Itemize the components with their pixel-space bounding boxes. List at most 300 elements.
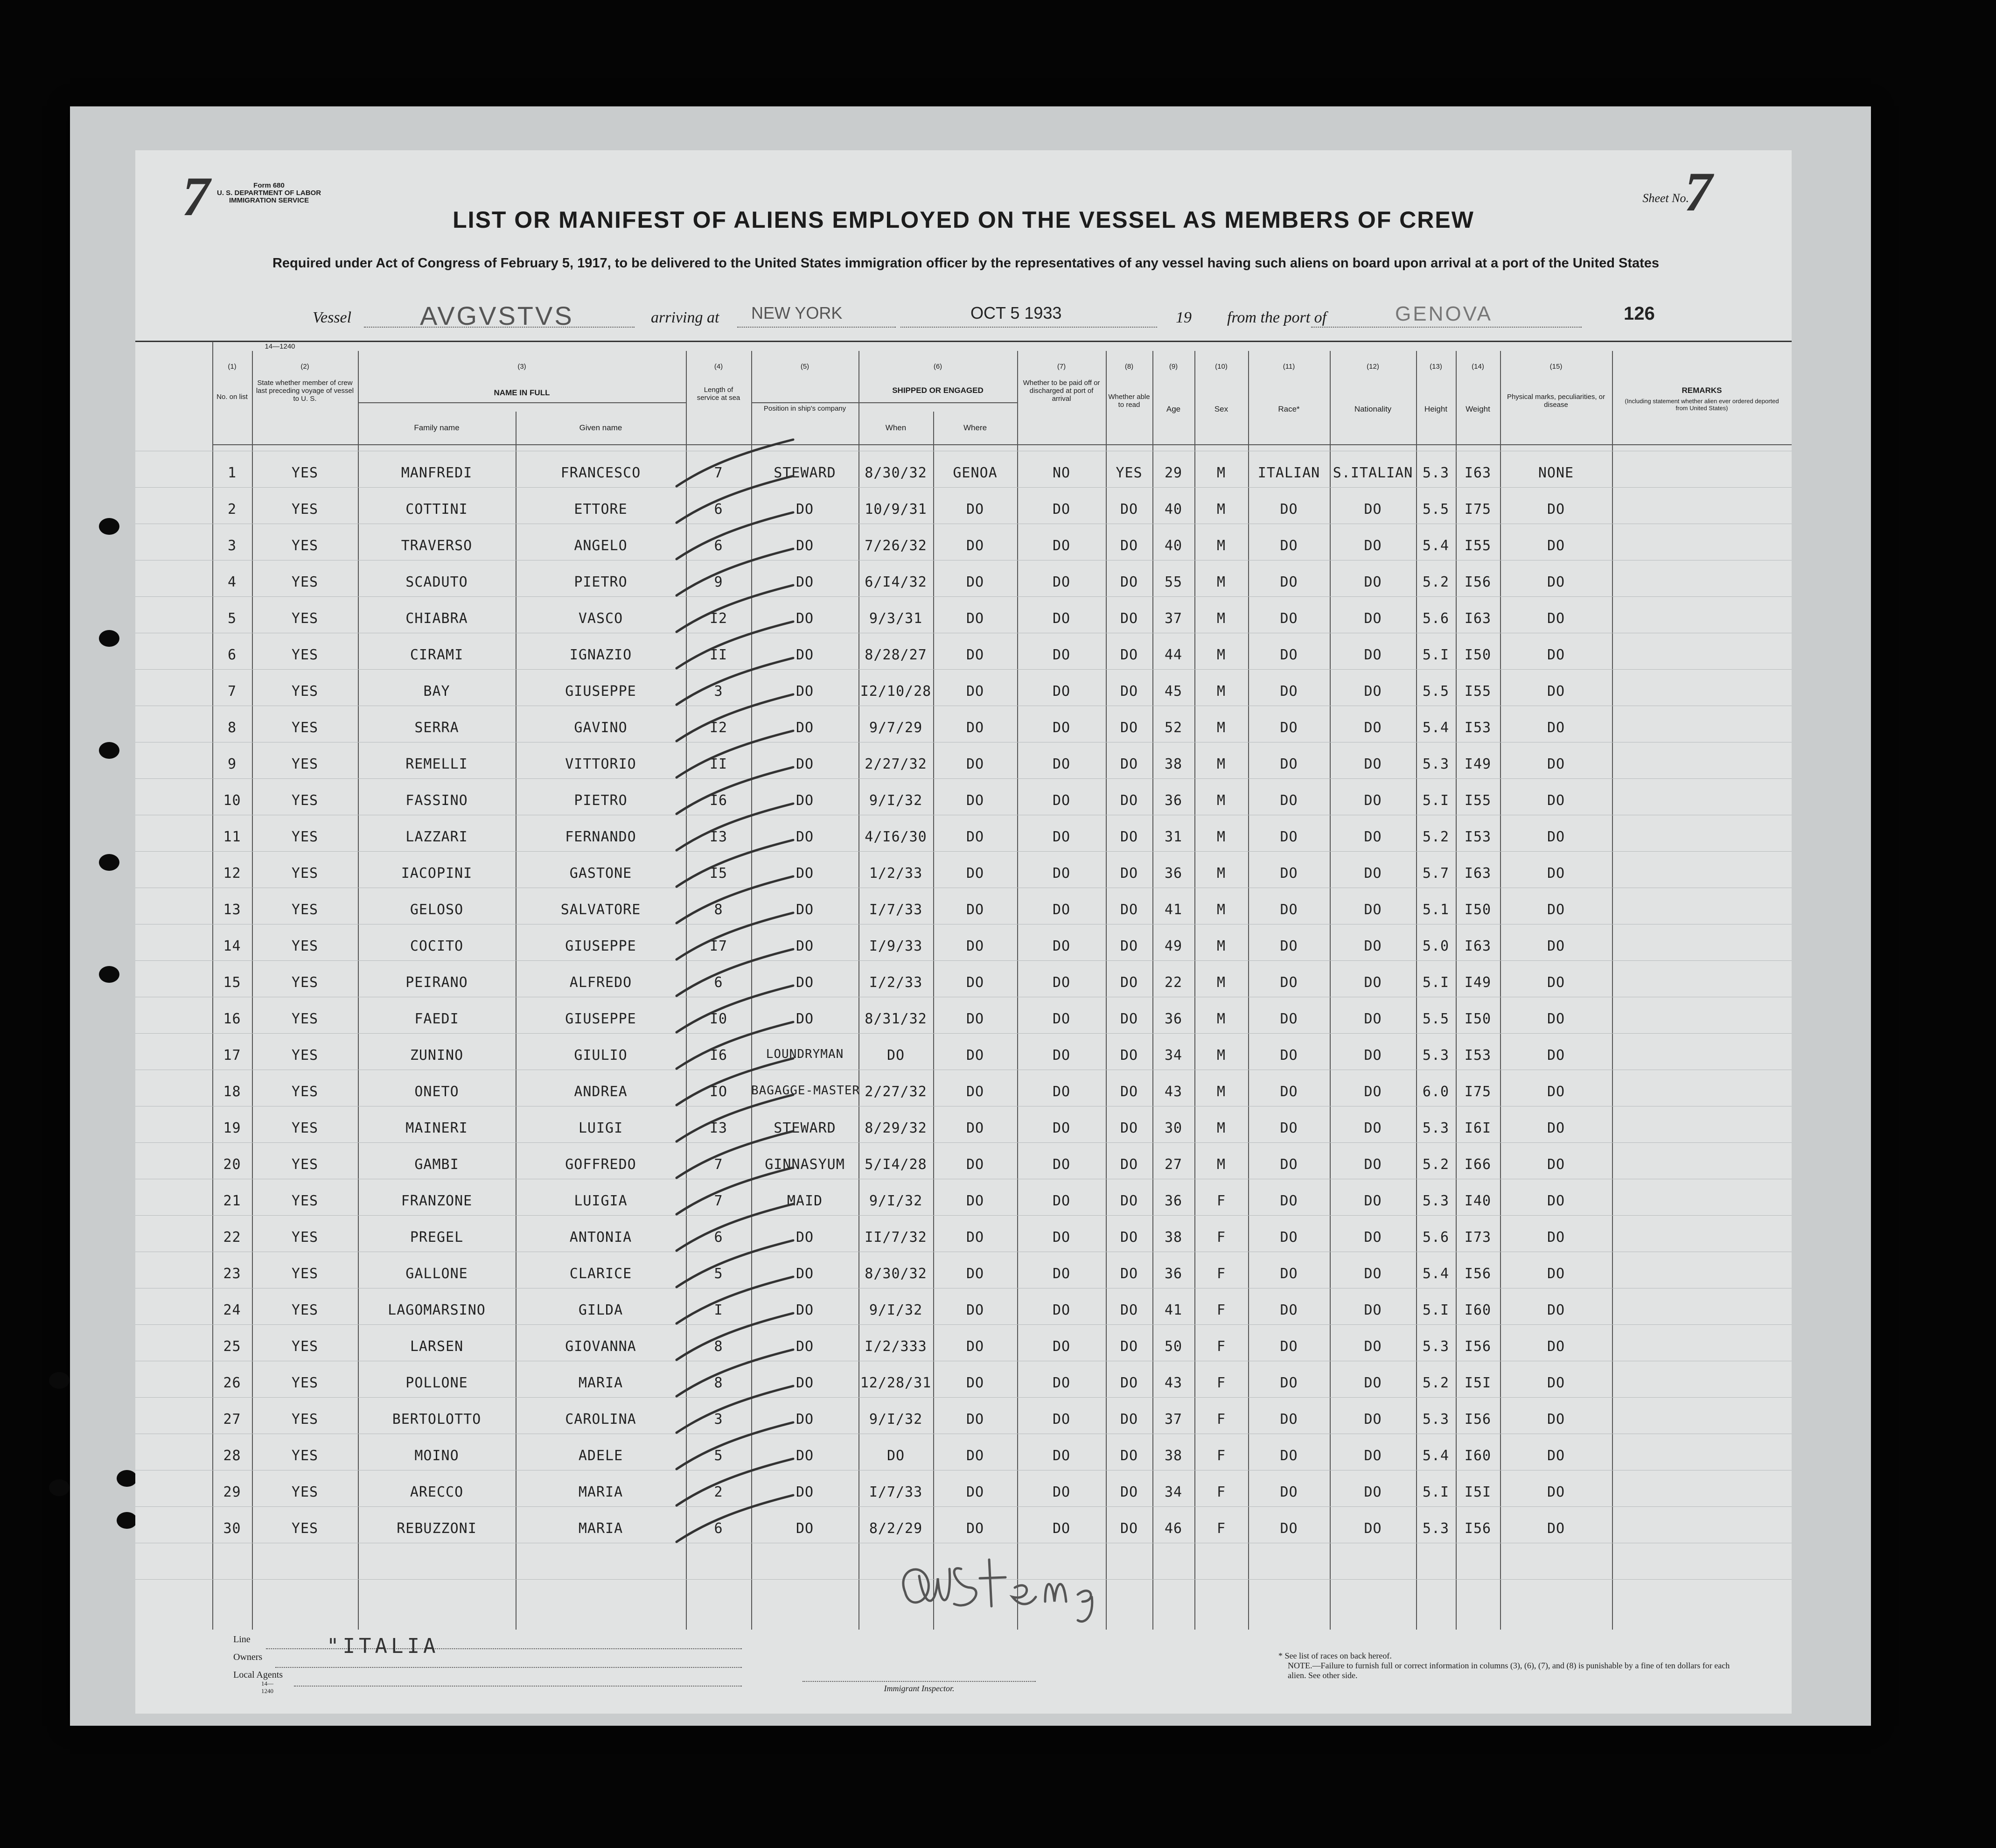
cell-service-length: I — [714, 1302, 723, 1318]
cell-service-length: I2 — [709, 720, 728, 736]
form-code-small: 14—1240 — [265, 343, 295, 350]
cell-able-to-read: DO — [1120, 610, 1138, 627]
cell-physical-marks: DO — [1547, 1411, 1565, 1428]
cell-race: DO — [1280, 1156, 1298, 1173]
cell-race: DO — [1280, 538, 1298, 554]
cell-sex: M — [1216, 1120, 1226, 1136]
cell-position: BAGAGGE-MASTER — [751, 1084, 860, 1098]
cell-shipped-when: I/2/333 — [865, 1338, 927, 1355]
cell-service-length: I3 — [709, 1120, 728, 1136]
cell-prev-voyage: YES — [291, 501, 319, 518]
cell-no: 4 — [227, 574, 237, 590]
cell-family-name: LAZZARI — [405, 829, 468, 845]
cell-shipped-when: II/7/32 — [865, 1229, 927, 1246]
cell-family-name: CIRAMI — [410, 647, 464, 663]
cell-race: DO — [1280, 501, 1298, 518]
table-row — [135, 963, 1792, 1000]
cell-prev-voyage: YES — [291, 829, 319, 845]
table-row — [135, 1218, 1792, 1254]
col4-number: (4) — [714, 363, 723, 371]
cell-family-name: SCADUTO — [405, 574, 468, 590]
cell-prev-voyage: YES — [291, 1520, 319, 1537]
cell-able-to-read: DO — [1120, 1156, 1138, 1173]
cell-service-length: 9 — [714, 574, 723, 590]
cell-nationality: DO — [1364, 1084, 1382, 1100]
line-stamp: "ITALIA — [327, 1634, 440, 1658]
cell-race: DO — [1280, 720, 1298, 736]
cell-family-name: MAINERI — [405, 1120, 468, 1136]
cell-shipped-when: 9/I/32 — [869, 1302, 923, 1318]
cell-prev-voyage: YES — [291, 1193, 319, 1209]
cell-weight: I53 — [1464, 1047, 1492, 1064]
cell-family-name: REBUZZONI — [397, 1520, 477, 1537]
cell-height: 5.I — [1422, 1302, 1450, 1318]
cell-family-name: POLLONE — [405, 1375, 468, 1391]
check-stroke — [667, 1491, 807, 1547]
cell-shipped-where: DO — [966, 501, 984, 518]
cell-age: 36 — [1164, 1193, 1183, 1209]
cell-race: DO — [1280, 756, 1298, 772]
cell-nationality: DO — [1364, 756, 1382, 772]
cell-paid-off: DO — [1052, 829, 1071, 845]
cell-shipped-when: I/2/33 — [869, 974, 923, 991]
table-row — [135, 1000, 1792, 1036]
name-header-rule — [358, 402, 686, 403]
cell-position: DO — [796, 756, 814, 772]
cell-weight: I55 — [1464, 538, 1492, 554]
cell-position: STEWARD — [774, 465, 836, 481]
cell-race: DO — [1280, 829, 1298, 845]
cell-age: 29 — [1164, 465, 1183, 481]
cell-sex: F — [1216, 1338, 1226, 1355]
cell-paid-off: DO — [1052, 720, 1071, 736]
cell-given-name: LUIGI — [578, 1120, 623, 1136]
cell-shipped-where: DO — [966, 683, 984, 700]
remarks-subheader: (Including statement whether alien ever ordered deported from United States) — [1625, 398, 1779, 412]
table-row — [135, 1036, 1792, 1072]
cell-physical-marks: DO — [1547, 1520, 1565, 1537]
cell-family-name: GALLONE — [405, 1266, 468, 1282]
cell-height: 5.5 — [1422, 683, 1450, 700]
cell-service-length: 7 — [714, 465, 723, 481]
table-row — [135, 636, 1792, 672]
cell-service-length: 8 — [714, 1375, 723, 1391]
cell-shipped-when: DO — [886, 1047, 905, 1064]
cell-paid-off: DO — [1052, 1411, 1071, 1428]
cell-no: 14 — [223, 938, 241, 954]
cell-sex: M — [1216, 1011, 1226, 1027]
cell-family-name: BERTOLOTTO — [392, 1411, 482, 1428]
table-row — [135, 1109, 1792, 1145]
cell-physical-marks: DO — [1547, 1156, 1565, 1173]
cell-shipped-where: DO — [966, 610, 984, 627]
cell-race: DO — [1280, 1338, 1298, 1355]
cell-sex: M — [1216, 683, 1226, 700]
cell-nationality: DO — [1364, 974, 1382, 991]
cell-shipped-where: DO — [966, 1338, 984, 1355]
cell-race: DO — [1280, 1120, 1298, 1136]
cell-given-name: MARIA — [578, 1375, 623, 1391]
cell-age: 36 — [1164, 792, 1183, 809]
table-row — [135, 781, 1792, 818]
table-row — [135, 454, 1792, 490]
cell-weight: I75 — [1464, 1084, 1492, 1100]
cell-weight: I49 — [1464, 974, 1492, 991]
cell-shipped-where: DO — [966, 1193, 984, 1209]
cell-given-name: LUIGIA — [574, 1193, 628, 1209]
cell-nationality: DO — [1364, 720, 1382, 736]
table-row — [135, 1436, 1792, 1473]
cell-no: 5 — [227, 610, 237, 627]
cell-given-name: ALFREDO — [569, 974, 632, 991]
cell-given-name: CLARICE — [569, 1266, 632, 1282]
table-row — [135, 1182, 1792, 1218]
cell-able-to-read: DO — [1120, 1047, 1138, 1064]
cell-physical-marks: DO — [1547, 1448, 1565, 1464]
cell-physical-marks: DO — [1547, 792, 1565, 809]
cell-shipped-when: I2/10/28 — [860, 683, 932, 700]
cell-physical-marks: DO — [1547, 1229, 1565, 1246]
cell-family-name: REMELLI — [405, 756, 468, 772]
cell-shipped-where: DO — [966, 1011, 984, 1027]
cell-able-to-read: DO — [1120, 501, 1138, 518]
cell-physical-marks: DO — [1547, 902, 1565, 918]
cell-race: DO — [1280, 1448, 1298, 1464]
cell-age: 41 — [1164, 1302, 1183, 1318]
cell-prev-voyage: YES — [291, 1448, 319, 1464]
manifest-sheet — [135, 150, 1792, 1714]
cell-prev-voyage: YES — [291, 865, 319, 882]
cell-age: 34 — [1164, 1047, 1183, 1064]
cell-no: 3 — [227, 538, 237, 554]
cell-prev-voyage: YES — [291, 756, 319, 772]
cell-shipped-when: I/7/33 — [869, 1484, 923, 1500]
cell-prev-voyage: YES — [291, 1229, 319, 1246]
cell-nationality: DO — [1364, 683, 1382, 700]
owners-label: Owners — [233, 1652, 263, 1662]
cell-physical-marks: DO — [1547, 1266, 1565, 1282]
cell-sex: F — [1216, 1229, 1226, 1246]
cell-shipped-where: DO — [966, 1156, 984, 1173]
arrival-date-stamp: OCT 5 1933 — [970, 303, 1062, 322]
cell-shipped-when: 10/9/31 — [865, 501, 927, 518]
cell-no: 22 — [223, 1229, 241, 1246]
cell-given-name: GAVINO — [574, 720, 628, 736]
cell-physical-marks: NONE — [1538, 465, 1574, 481]
cell-prev-voyage: YES — [291, 938, 319, 954]
cell-prev-voyage: YES — [291, 1266, 319, 1282]
cell-physical-marks: DO — [1547, 1302, 1565, 1318]
col10-number: (10) — [1215, 363, 1228, 371]
cell-given-name: GIULIO — [574, 1047, 628, 1064]
cell-shipped-where: DO — [966, 1229, 984, 1246]
cell-height: 5.6 — [1422, 1229, 1450, 1246]
col6-number: (6) — [933, 363, 942, 371]
col12-header: Nationality — [1354, 405, 1392, 413]
cell-service-length: 7 — [714, 1193, 723, 1209]
cell-family-name: GAMBI — [414, 1156, 459, 1173]
agents-label: Local Agents — [233, 1670, 283, 1680]
cell-age: 41 — [1164, 902, 1183, 918]
table-row — [135, 1509, 1792, 1546]
cell-paid-off: DO — [1052, 1229, 1071, 1246]
cell-position: DO — [796, 1266, 814, 1282]
cell-age: 40 — [1164, 538, 1183, 554]
cell-age: 43 — [1164, 1084, 1183, 1100]
table-row — [135, 708, 1792, 745]
form-identifier — [217, 182, 321, 204]
cell-weight: I63 — [1464, 465, 1492, 481]
page-title: LIST OR MANIFEST OF ALIENS EMPLOYED ON THE VESSEL AS MEMBERS OF CREW — [453, 207, 1474, 233]
cell-race: DO — [1280, 902, 1298, 918]
form-department: U. S. DEPARTMENT OF LABOR — [217, 189, 321, 197]
cell-shipped-where: DO — [966, 1484, 984, 1500]
cell-shipped-when: 9/7/29 — [869, 720, 923, 736]
table-row — [135, 818, 1792, 854]
cell-paid-off: DO — [1052, 938, 1071, 954]
table-row — [135, 599, 1792, 636]
cell-shipped-where: DO — [966, 1120, 984, 1136]
cell-weight: I56 — [1464, 1411, 1492, 1428]
cell-position: DO — [796, 902, 814, 918]
cell-prev-voyage: YES — [291, 610, 319, 627]
cell-service-length: 8 — [714, 1338, 723, 1355]
cell-nationality: DO — [1364, 865, 1382, 882]
cell-shipped-when: 8/30/32 — [865, 1266, 927, 1282]
cell-family-name: CHIABRA — [405, 610, 468, 627]
shipped-header-rule — [751, 402, 1017, 403]
cell-paid-off: DO — [1052, 1266, 1071, 1282]
cell-physical-marks: DO — [1547, 756, 1565, 772]
cell-race: DO — [1280, 610, 1298, 627]
cell-shipped-where: DO — [966, 1520, 984, 1537]
cell-sex: F — [1216, 1302, 1226, 1318]
table-row — [135, 526, 1792, 563]
cell-race: DO — [1280, 1266, 1298, 1282]
cell-paid-off: DO — [1052, 1084, 1071, 1100]
cell-service-length: 6 — [714, 538, 723, 554]
cell-prev-voyage: YES — [291, 1484, 319, 1500]
col1-header: No. on list — [216, 393, 248, 401]
cell-physical-marks: DO — [1547, 538, 1565, 554]
cell-given-name: MARIA — [578, 1520, 623, 1537]
cell-shipped-where: DO — [966, 1302, 984, 1318]
cell-height: 5.3 — [1422, 1338, 1450, 1355]
cell-position: DO — [796, 1448, 814, 1464]
when-header: When — [885, 423, 907, 432]
cell-position: DO — [796, 829, 814, 845]
table-row — [135, 1072, 1792, 1109]
cell-race: DO — [1280, 1229, 1298, 1246]
cell-no: 29 — [223, 1484, 241, 1500]
cell-family-name: GELOSO — [410, 902, 464, 918]
cell-given-name: PIETRO — [574, 574, 628, 590]
cell-age: 38 — [1164, 1448, 1183, 1464]
cell-paid-off: DO — [1052, 1520, 1071, 1537]
table-row — [135, 563, 1792, 599]
cell-given-name: MARIA — [578, 1484, 623, 1500]
cell-physical-marks: DO — [1547, 1011, 1565, 1027]
cell-able-to-read: DO — [1120, 1302, 1138, 1318]
cell-prev-voyage: YES — [291, 1411, 319, 1428]
cell-service-length: 3 — [714, 683, 723, 700]
cell-able-to-read: DO — [1120, 647, 1138, 663]
cell-sex: M — [1216, 647, 1226, 663]
cell-sex: M — [1216, 574, 1226, 590]
cell-paid-off: DO — [1052, 1375, 1071, 1391]
cell-paid-off: DO — [1052, 1448, 1071, 1464]
cell-no: 27 — [223, 1411, 241, 1428]
cell-prev-voyage: YES — [291, 792, 319, 809]
cell-age: 46 — [1164, 1520, 1183, 1537]
col2-number: (2) — [300, 363, 309, 371]
cell-height: 5.3 — [1422, 1120, 1450, 1136]
cell-sex: M — [1216, 792, 1226, 809]
cell-able-to-read: DO — [1120, 1338, 1138, 1355]
cell-position: DO — [796, 1229, 814, 1246]
cell-given-name: IGNAZIO — [569, 647, 632, 663]
cell-sex: M — [1216, 610, 1226, 627]
cell-able-to-read: DO — [1120, 1120, 1138, 1136]
cell-physical-marks: DO — [1547, 610, 1565, 627]
col15-number: (15) — [1549, 363, 1563, 371]
cell-height: 5.6 — [1422, 610, 1450, 627]
col13-header: Height — [1424, 405, 1448, 413]
cell-given-name: CAROLINA — [565, 1411, 636, 1428]
cell-shipped-where: DO — [966, 538, 984, 554]
col9-number: (9) — [1169, 363, 1178, 371]
cell-no: 15 — [223, 974, 241, 991]
cell-race: DO — [1280, 974, 1298, 991]
agents-underline — [294, 1686, 742, 1687]
cell-age: 36 — [1164, 1011, 1183, 1027]
cell-prev-voyage: YES — [291, 902, 319, 918]
cell-sex: M — [1216, 756, 1226, 772]
cell-able-to-read: DO — [1120, 974, 1138, 991]
cell-race: DO — [1280, 1084, 1298, 1100]
cell-sex: M — [1216, 938, 1226, 954]
cell-able-to-read: DO — [1120, 1229, 1138, 1246]
form-number: Form 680 — [253, 182, 285, 189]
col13-number: (13) — [1430, 363, 1442, 371]
cell-nationality: DO — [1364, 1266, 1382, 1282]
cell-paid-off: DO — [1052, 610, 1071, 627]
cell-service-length: 6 — [714, 501, 723, 518]
cell-height: 5.I — [1422, 974, 1450, 991]
cell-height: 5.3 — [1422, 1047, 1450, 1064]
cell-able-to-read: DO — [1120, 1193, 1138, 1209]
col11-header: Race* — [1278, 405, 1300, 413]
cell-shipped-when: I/9/33 — [869, 938, 923, 954]
arriving-port: NEW YORK — [751, 303, 843, 322]
cell-position: DO — [796, 1411, 814, 1428]
cell-no: 2 — [227, 501, 237, 518]
cell-weight: I50 — [1464, 1011, 1492, 1027]
table-row — [135, 1473, 1792, 1509]
cell-height: 5.3 — [1422, 1520, 1450, 1537]
vessel-label: Vessel — [313, 309, 352, 326]
cell-age: 43 — [1164, 1375, 1183, 1391]
cell-height: 5.0 — [1422, 938, 1450, 954]
cell-height: 5.3 — [1422, 465, 1450, 481]
col9-header: Age — [1166, 405, 1181, 413]
cell-given-name: GIOVANNA — [565, 1338, 636, 1355]
header-top-rule — [135, 341, 1792, 342]
footnotes — [1278, 1651, 1745, 1680]
cell-position: DO — [796, 1302, 814, 1318]
arriving-label: arriving at — [651, 309, 719, 326]
cell-age: 37 — [1164, 610, 1183, 627]
cell-prev-voyage: YES — [291, 974, 319, 991]
cell-family-name: IACOPINI — [401, 865, 473, 882]
cell-weight: I56 — [1464, 1266, 1492, 1282]
cell-shipped-where: DO — [966, 974, 984, 991]
cell-shipped-when: 8/30/32 — [865, 465, 927, 481]
cell-no: 11 — [223, 829, 241, 845]
cell-prev-voyage: YES — [291, 465, 319, 481]
cell-nationality: S.ITALIAN — [1333, 465, 1413, 481]
cell-family-name: PEIRANO — [405, 974, 468, 991]
cell-able-to-read: DO — [1120, 574, 1138, 590]
cell-nationality: DO — [1364, 1302, 1382, 1318]
cell-shipped-where: DO — [966, 1411, 984, 1428]
cell-shipped-when: 6/I4/32 — [865, 574, 927, 590]
cell-shipped-where: DO — [966, 756, 984, 772]
cell-age: 37 — [1164, 1411, 1183, 1428]
cell-able-to-read: DO — [1120, 792, 1138, 809]
cell-given-name: ETTORE — [574, 501, 628, 518]
cell-nationality: DO — [1364, 1520, 1382, 1537]
family-name-header: Family name — [414, 423, 460, 432]
footnote-races: * See list of races on back hereof. — [1278, 1651, 1392, 1660]
cell-shipped-when: 7/26/32 — [865, 538, 927, 554]
cell-nationality: DO — [1364, 1411, 1382, 1428]
cell-race: DO — [1280, 1520, 1298, 1537]
cell-sex: M — [1216, 1047, 1226, 1064]
cell-shipped-where: DO — [966, 792, 984, 809]
cell-no: 13 — [223, 902, 241, 918]
cell-race: DO — [1280, 792, 1298, 809]
table-row — [135, 1400, 1792, 1436]
col5-header: Position in ship's company — [763, 405, 846, 413]
cell-nationality: DO — [1364, 647, 1382, 663]
cell-weight: I75 — [1464, 501, 1492, 518]
cell-no: 17 — [223, 1047, 241, 1064]
cell-service-length: 7 — [714, 1156, 723, 1173]
agents-code: 14—1240 — [261, 1680, 273, 1694]
col1-number: (1) — [228, 363, 237, 371]
cell-weight: I56 — [1464, 1520, 1492, 1537]
cell-race: DO — [1280, 1484, 1298, 1500]
header-bottom-rule — [212, 444, 1792, 445]
table-row — [135, 1145, 1792, 1182]
cell-no: 28 — [223, 1448, 241, 1464]
cell-age: 38 — [1164, 1229, 1183, 1246]
cell-prev-voyage: YES — [291, 720, 319, 736]
cell-able-to-read: DO — [1120, 720, 1138, 736]
cell-family-name: TRAVERSO — [401, 538, 473, 554]
cell-prev-voyage: YES — [291, 1302, 319, 1318]
cell-prev-voyage: YES — [291, 1084, 319, 1100]
cell-family-name: LARSEN — [410, 1338, 464, 1355]
cell-position: DO — [796, 792, 814, 809]
cell-shipped-where: DO — [966, 938, 984, 954]
cell-age: 38 — [1164, 756, 1183, 772]
cell-physical-marks: DO — [1547, 1047, 1565, 1064]
cell-physical-marks: DO — [1547, 647, 1565, 663]
cell-no: 9 — [227, 756, 237, 772]
cell-shipped-where: DO — [966, 720, 984, 736]
